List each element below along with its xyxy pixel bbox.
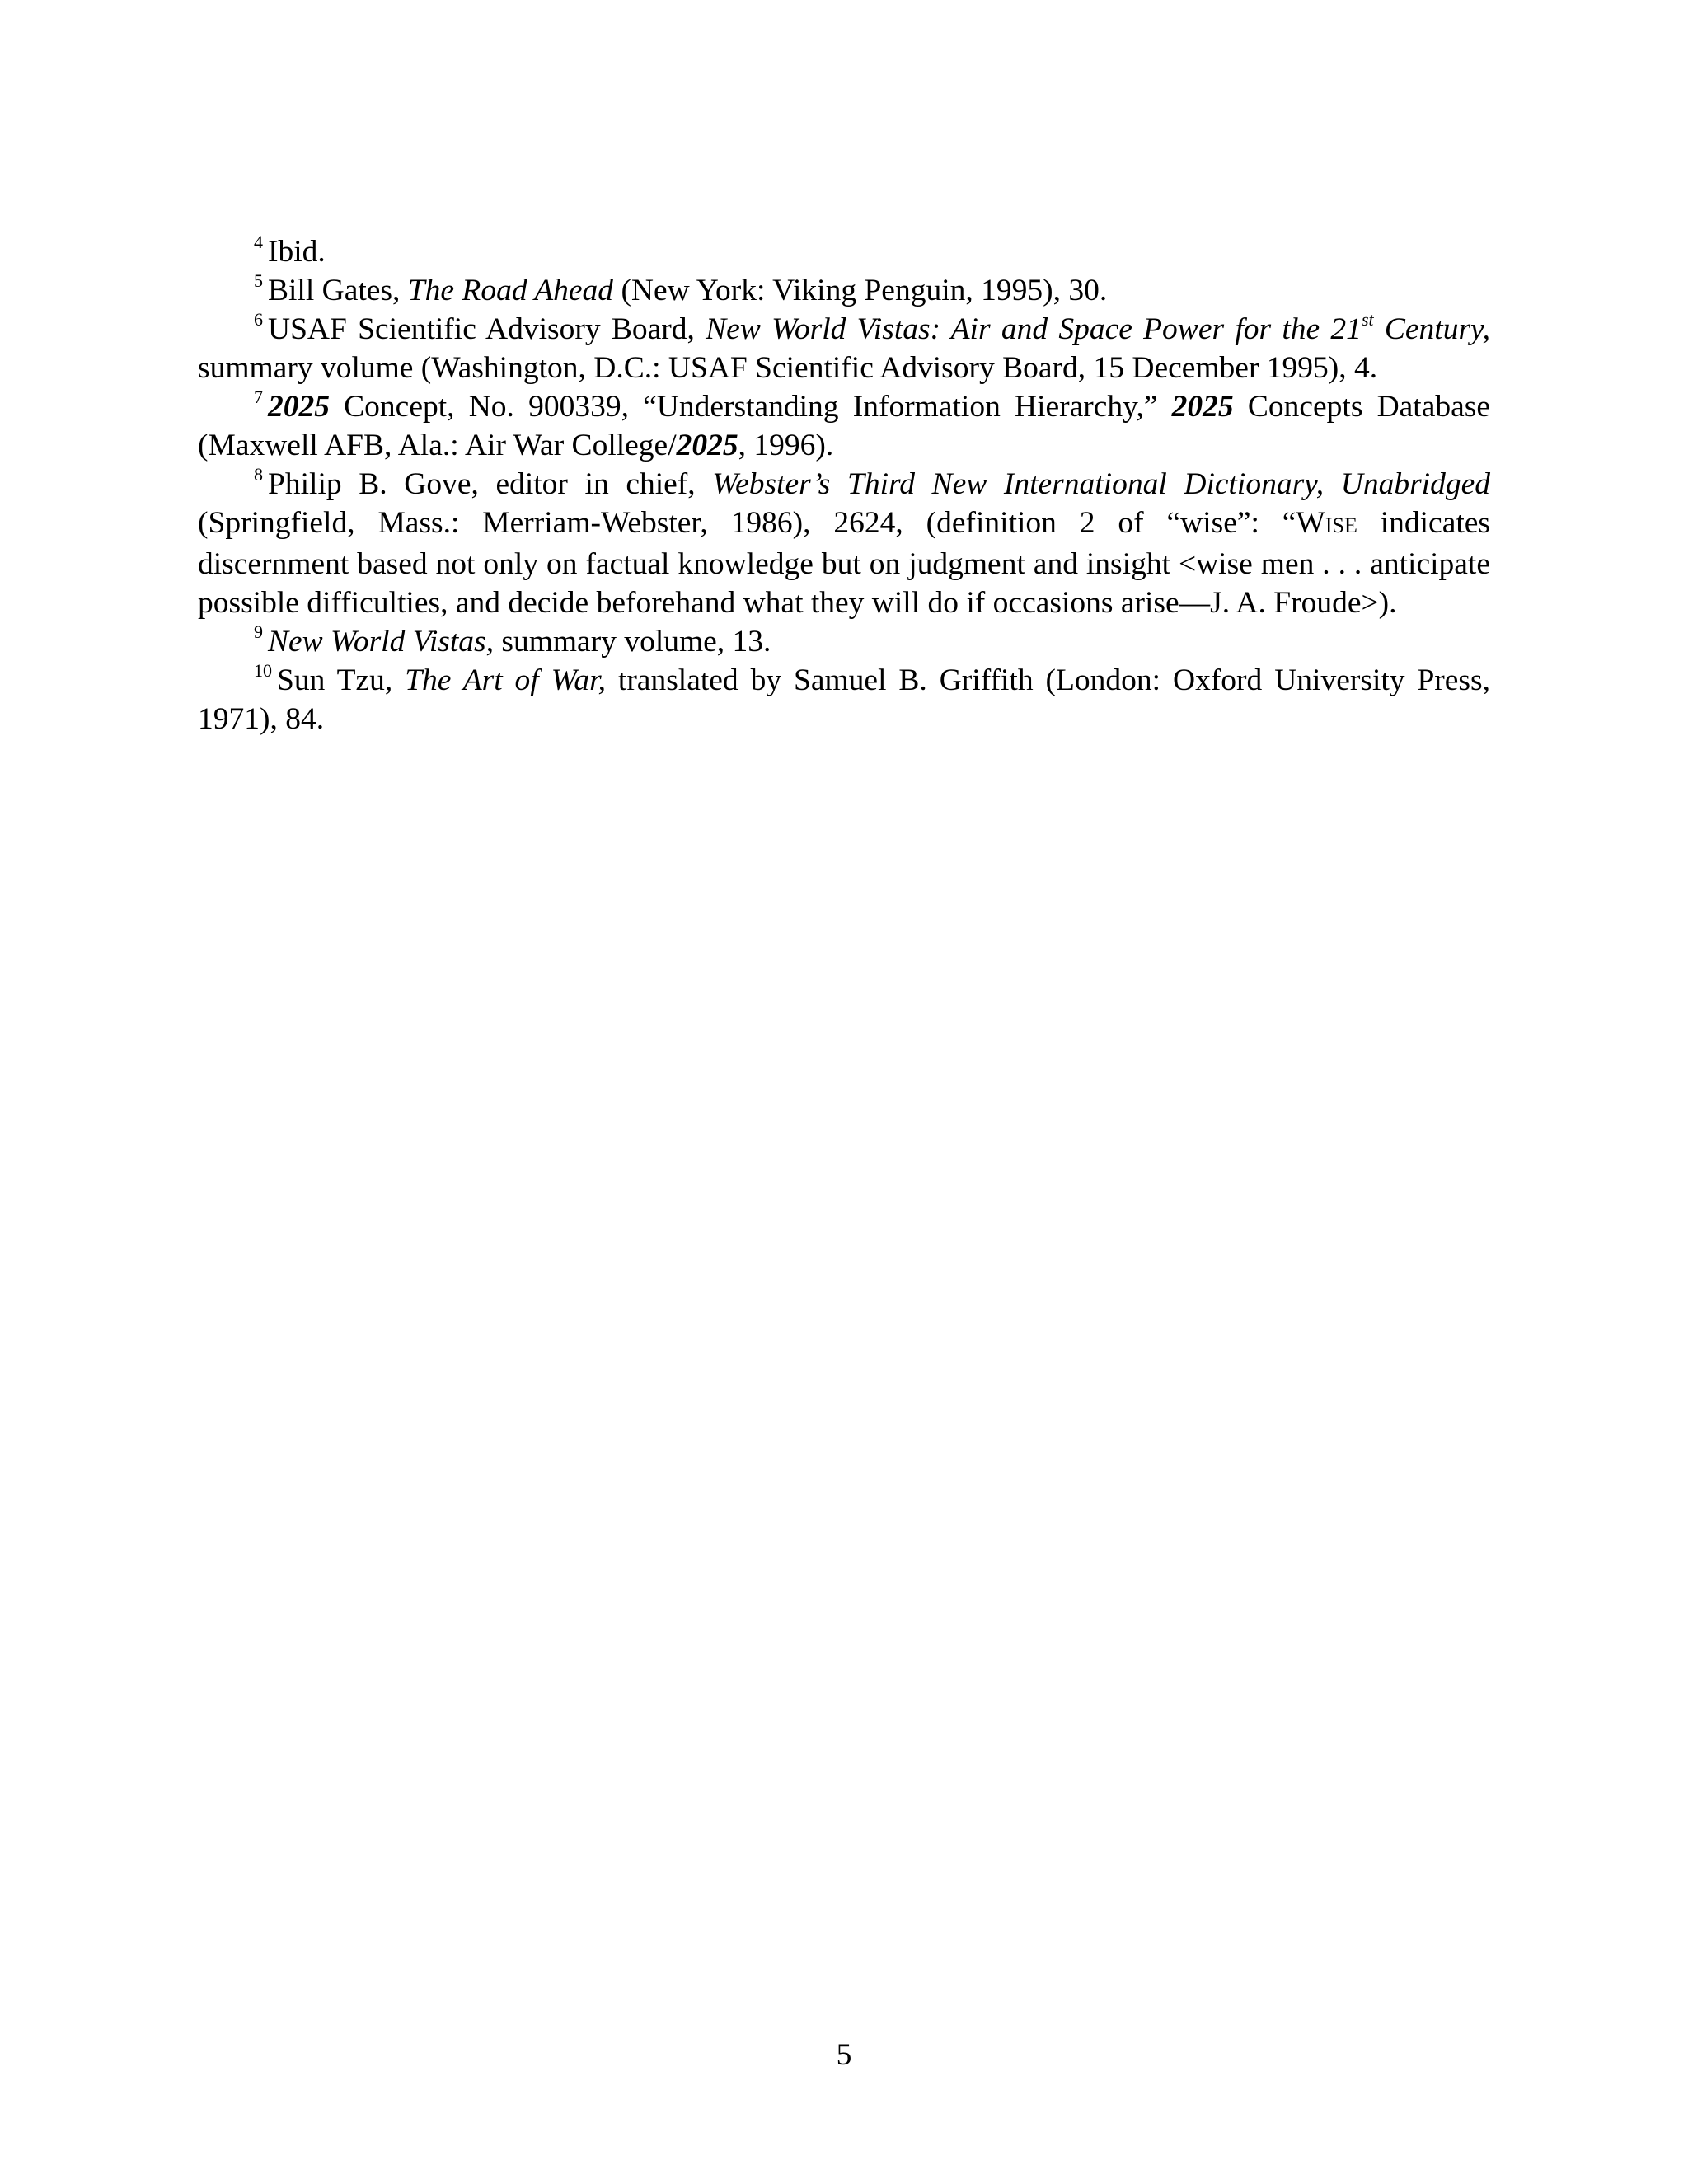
footnote-2025-emphasis: 2025	[676, 429, 738, 462]
footnote-2025-emphasis: 2025	[268, 390, 330, 424]
footnote-4	[198, 232, 1490, 271]
footnote-title: The Art of War,	[405, 663, 606, 697]
footnote-title: The Road Ahead	[407, 274, 614, 307]
footnote-title-part: New World Vistas: Air and Space Power for the 21	[706, 312, 1362, 346]
footnote-number: 8	[254, 464, 263, 485]
footnote-title	[706, 309, 1491, 346]
footnote-text: summary volume (Washington, D.C.: USAF Scientific Advisory Board, 15 December 1995), 4.	[198, 351, 1378, 385]
footnote-9	[198, 622, 1490, 661]
footnote-title: Webster’s Third New International Dictionary, Unabridged	[712, 467, 1490, 501]
page-number: 5	[836, 2038, 852, 2072]
footnote-author: Bill Gates,	[268, 274, 408, 307]
footnote-number: 7	[254, 387, 263, 407]
footnote-text: translated by Samuel B. Griffith (London: Oxford University Press, 1971), 84.	[198, 663, 1490, 736]
footnote-text: (Springfield, Mass.: Merriam-Webster, 1986), 2624, (definition 2 of “wise”: “W	[198, 506, 1325, 540]
footnote-6	[198, 310, 1490, 387]
footnote-10	[198, 661, 1490, 738]
footnote-text: summary volume, 13.	[494, 625, 771, 658]
footnote-number: 10	[254, 660, 272, 681]
footnote-title-part: Century,	[1373, 312, 1491, 346]
footnote-text: indicates discernment based not only on factual knowledge but on judgment and insight <wise men . . . anticipate possible difficulties, and decide beforehand what they will do if occasions arise—J. A. Froude>).	[198, 506, 1490, 620]
footnote-text: Concept, No. 900339, “Understanding Information Hierarchy,”	[330, 390, 1172, 424]
footnote-2025-emphasis: 2025	[1171, 390, 1234, 424]
footnote-number: 9	[254, 621, 263, 642]
footnote-7	[198, 387, 1490, 465]
footnote-8	[198, 465, 1490, 622]
footnote-text: , 1996).	[738, 429, 834, 462]
footnote-text: (New York: Viking Penguin, 1995), 30.	[613, 274, 1108, 307]
footnote-number: 4	[254, 232, 263, 252]
small-caps-text: ISE	[1325, 513, 1357, 537]
ordinal-superscript: st	[1361, 309, 1374, 330]
footnote-number: 6	[254, 309, 263, 330]
footnote-number: 5	[254, 270, 263, 291]
footnotes-section	[198, 232, 1490, 738]
footnote-author: Sun Tzu,	[277, 663, 406, 697]
footnote-author: USAF Scientific Advisory Board,	[268, 312, 706, 346]
footnote-author: Philip B. Gove, editor in chief,	[268, 467, 713, 501]
footnote-text: Ibid.	[268, 235, 326, 269]
footnote-title: New World Vistas,	[268, 625, 494, 658]
footnote-text: Concepts Database (Maxwell AFB, Ala.: Air War College/	[198, 390, 1490, 462]
footnote-5	[198, 271, 1490, 310]
